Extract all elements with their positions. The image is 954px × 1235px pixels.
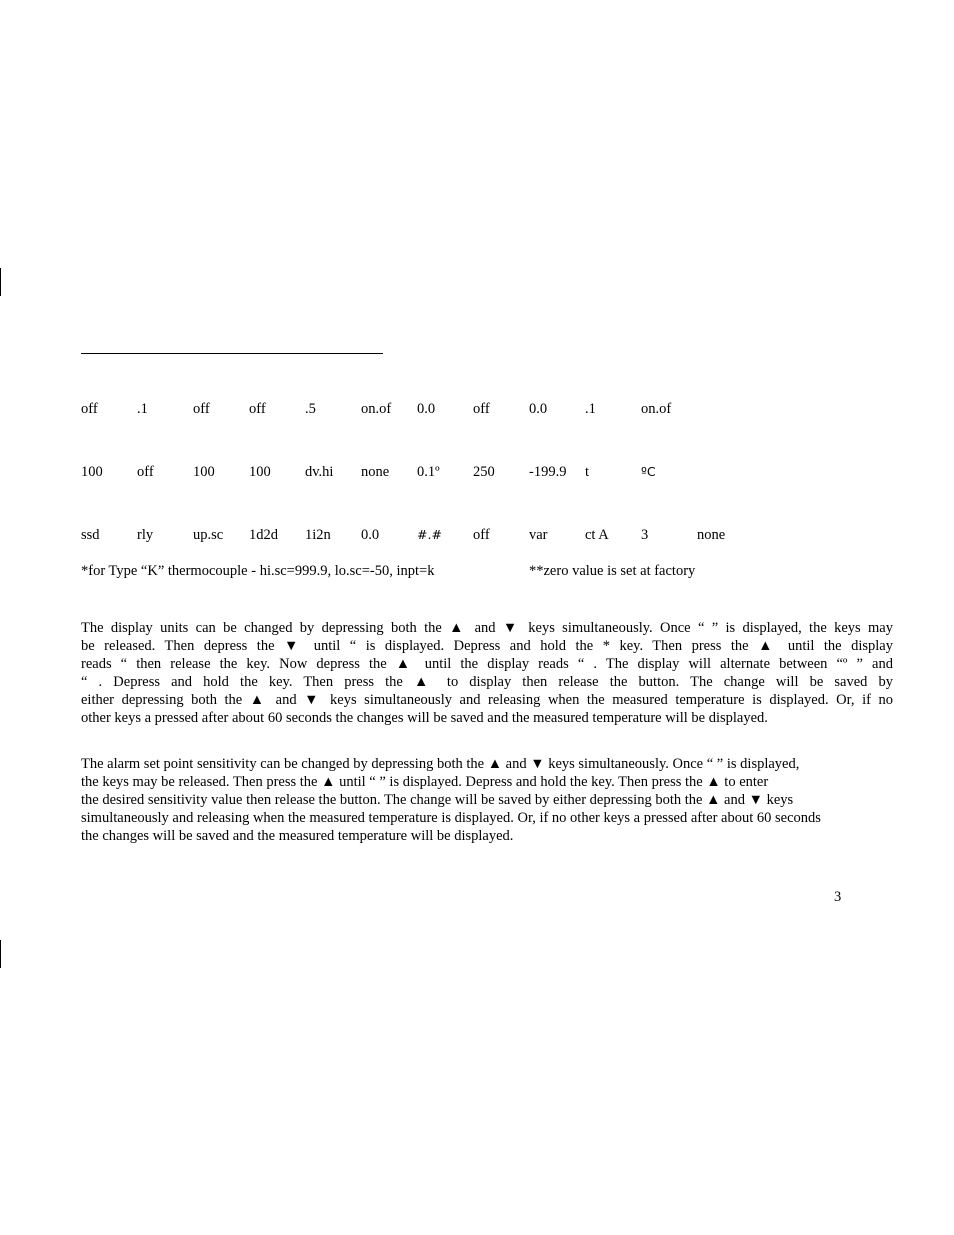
table-cell: off [473, 527, 490, 543]
table-cell: on.of [641, 401, 672, 417]
table-cell: 100 [81, 464, 103, 480]
footnote-type-k: *for Type “K” thermocouple - hi.sc=999.9, lo.sc=-50, inpt=k [81, 563, 435, 579]
page-number: 3 [834, 889, 842, 905]
table-cell: off [137, 464, 154, 480]
table-cell: 250 [473, 464, 495, 480]
page-edge-mark-top [0, 268, 1, 296]
table-cell: 3 [641, 527, 649, 543]
paragraph-line: either depressing both the ▲ and ▼ keys simultaneously and releasing when the measured temperature is displayed. Or, if no [81, 692, 893, 708]
table-cell: rly [137, 527, 154, 543]
page-edge-mark-bottom [0, 940, 1, 968]
table-cell: 100 [249, 464, 271, 480]
table-cell: 0.0 [529, 401, 548, 417]
table-cell: ssd [81, 527, 100, 543]
table-cell: off [81, 401, 98, 417]
table-cell: off [193, 401, 210, 417]
alarm-sensitivity-paragraph [81, 755, 893, 845]
table-row [0, 462, 954, 482]
paragraph-line: reads “ then release the key. Now depress the ▲ until the display reads “ . The display will alternate between “º ” and [81, 656, 893, 672]
paragraph-line: The alarm set point sensitivity can be changed by depressing both the ▲ and ▼ keys simultaneously. Once “ ” is displayed, [81, 756, 800, 772]
paragraph-line: the keys may be released. Then press the ▲ until “ ” is displayed. Depress and hold the key. Then press the ▲ to enter [81, 774, 769, 790]
table-cell: on.of [361, 401, 392, 417]
table-cell: 1i2n [305, 527, 331, 543]
table-row [0, 399, 954, 419]
table-cell: none [361, 464, 390, 480]
table-cell: .1 [137, 401, 148, 417]
table-cell: 0.1º [417, 464, 440, 480]
table-cell: 0.0 [417, 401, 436, 417]
display-units-paragraph [81, 619, 893, 727]
table-cell: ct A [585, 527, 609, 543]
paragraph-line: the desired sensitivity value then release the button. The change will be saved by either depressing both the ▲ and ▼ keys [81, 792, 794, 808]
table-cell: var [529, 527, 548, 543]
table-cell: 0.0 [361, 527, 380, 543]
paragraph-line: “ . Depress and hold the key. Then press the ▲ to display then release the button. The change will be saved by [81, 674, 893, 690]
paragraph-line: other keys a pressed after about 60 seconds the changes will be saved and the measured temperature will be displayed. [81, 710, 768, 726]
table-cell: ºC [641, 464, 656, 479]
table-cell: up.sc [193, 527, 224, 543]
table-cell: dv.hi [305, 464, 334, 480]
table-cell: 100 [193, 464, 215, 480]
table-cell: off [473, 401, 490, 417]
paragraph-line: be released. Then depress the ▼ until “ is displayed. Depress and hold the * key. Then press the ▲ until the display [81, 638, 893, 654]
table-cell: 1d2d [249, 527, 278, 543]
table-row [0, 525, 954, 545]
table-cell: none [697, 527, 726, 543]
table-cell: .5 [305, 401, 316, 417]
table-cell: -199.9 [529, 464, 567, 480]
paragraph-line: simultaneously and releasing when the measured temperature is displayed. Or, if no other keys a pressed after about 60 seconds [81, 810, 821, 826]
paragraph-line: The display units can be changed by depressing both the ▲ and ▼ keys simultaneously. Once “ ” is displayed, the keys may [81, 620, 893, 636]
table-cell: .1 [585, 401, 596, 417]
paragraph-line: the changes will be saved and the measured temperature will be displayed. [81, 828, 514, 844]
table-cell: t [585, 464, 590, 480]
table-top-rule [81, 353, 383, 354]
table-cell: #.# [417, 527, 442, 542]
table-cell: off [249, 401, 266, 417]
footnote-zero-value: **zero value is set at factory [529, 563, 696, 579]
